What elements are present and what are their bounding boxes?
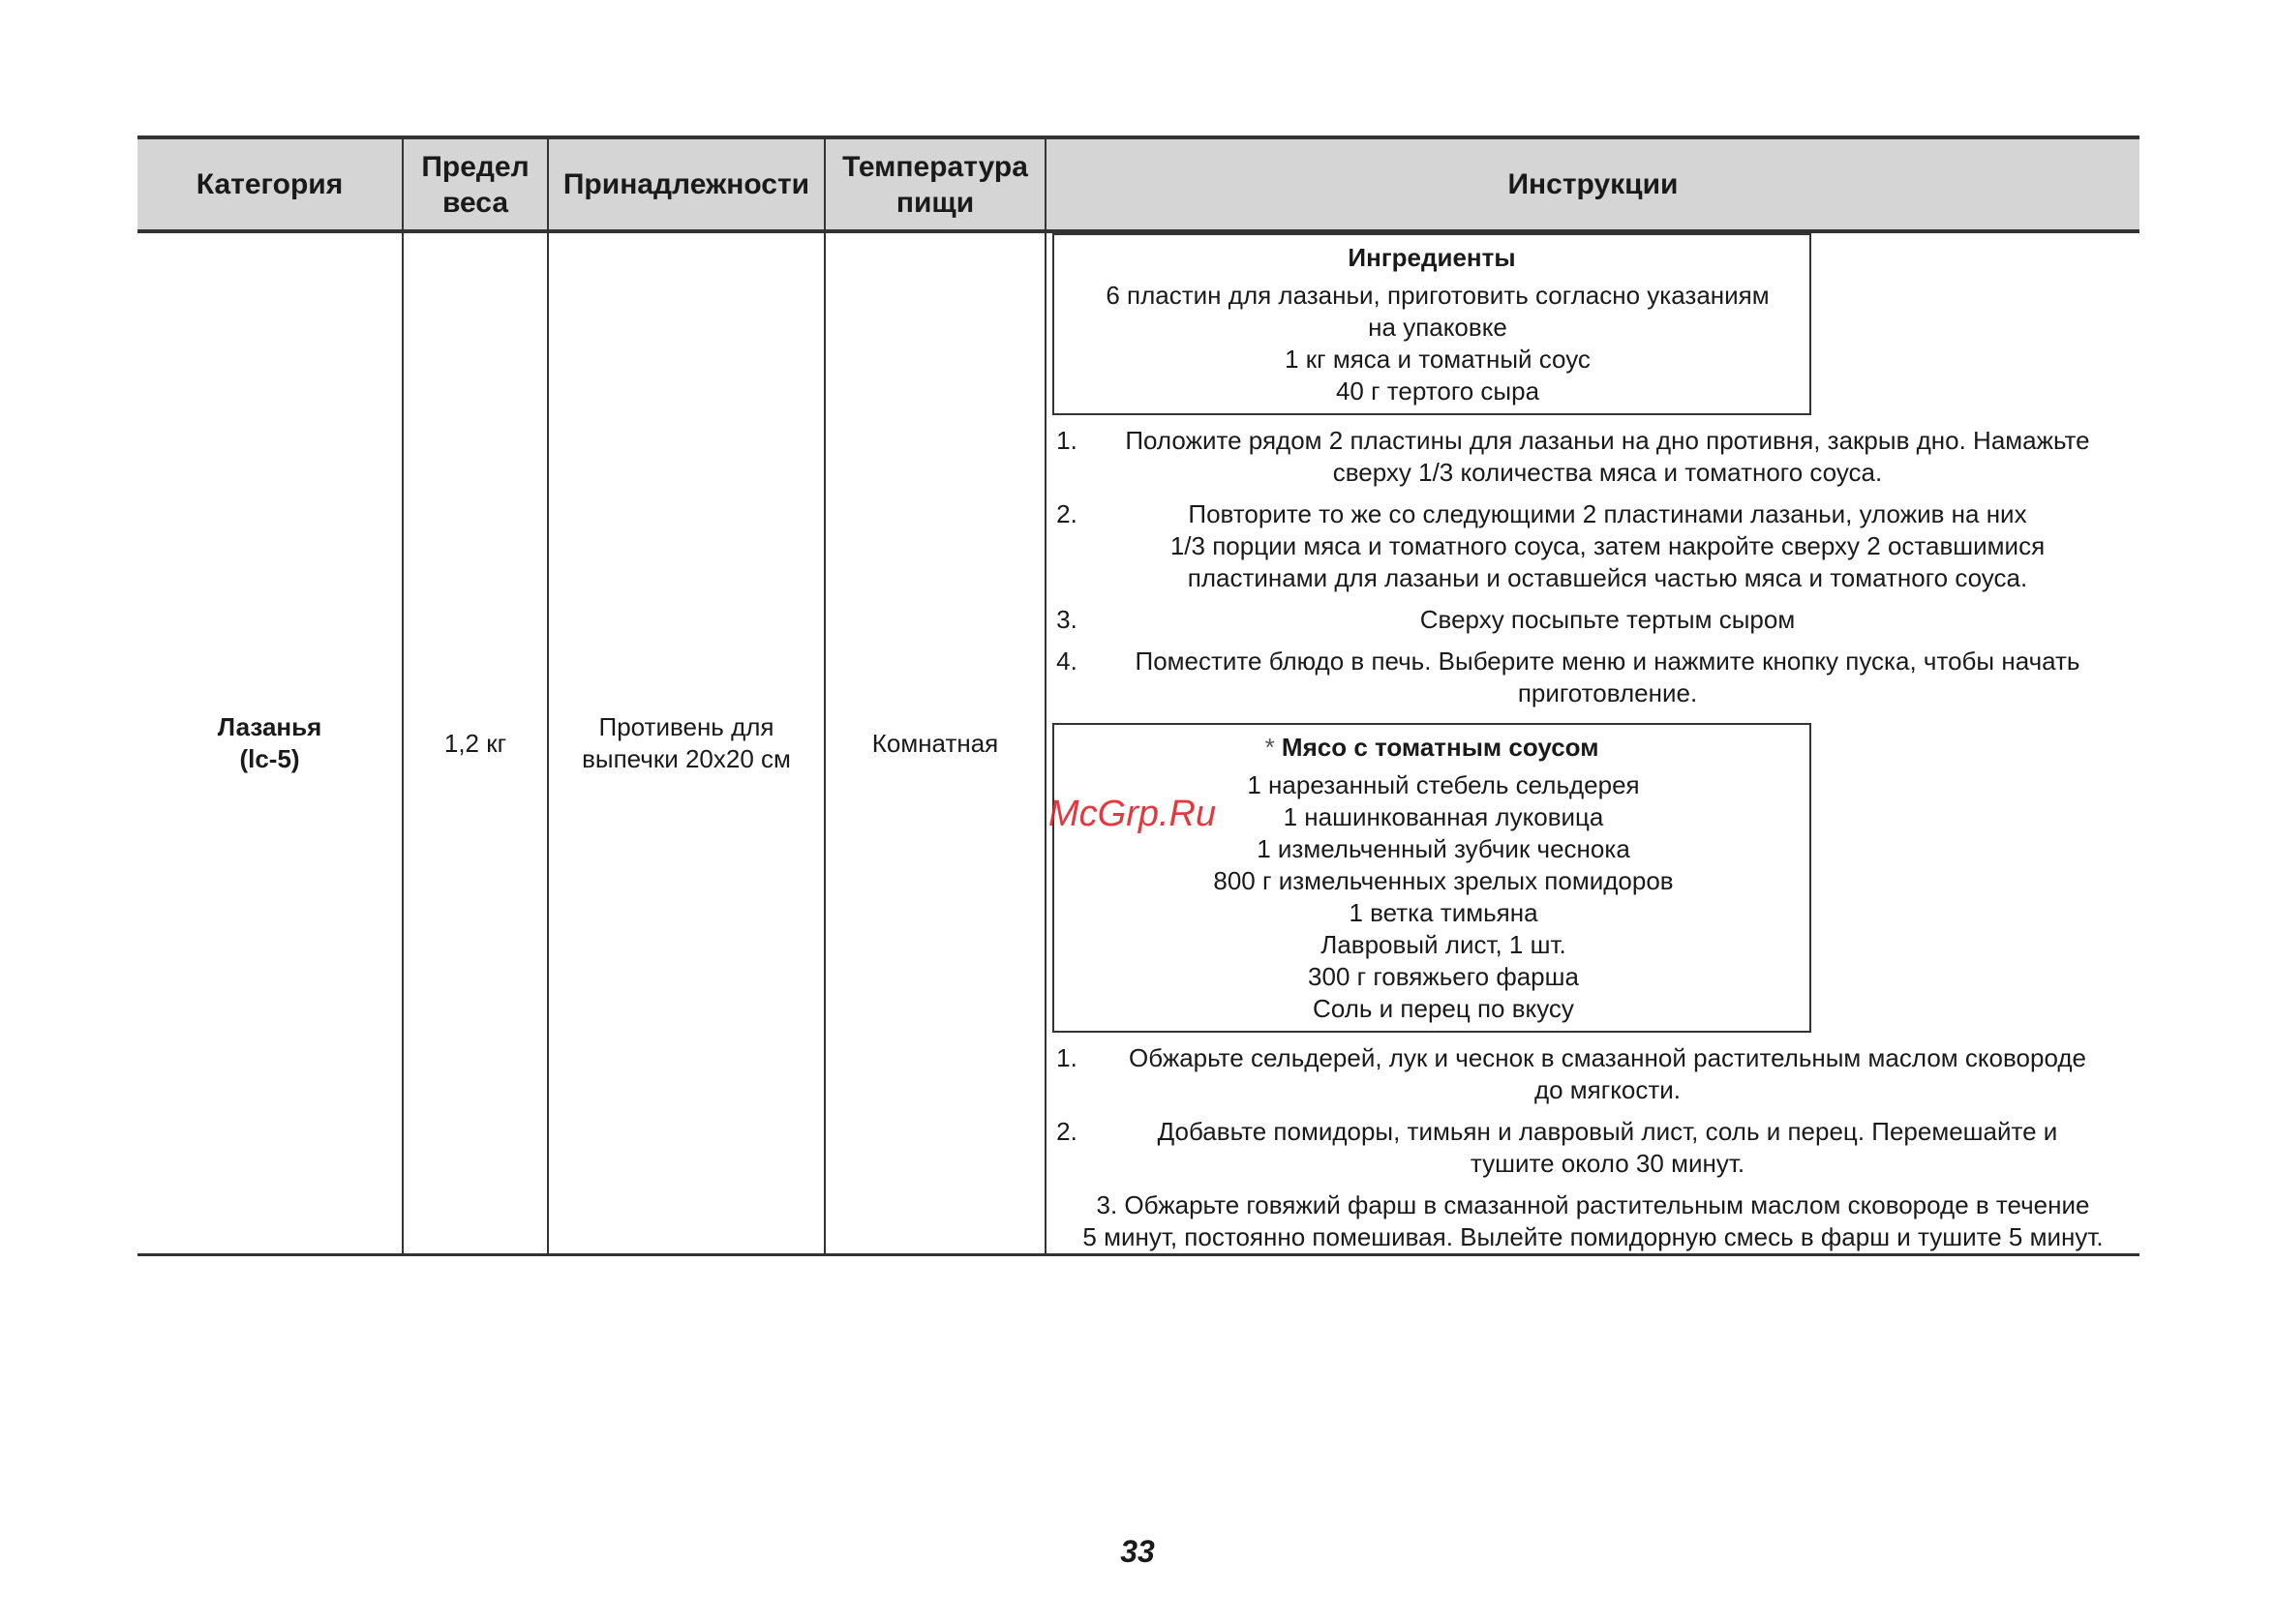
sauce-item: Соль и перец по вкусу [1313,994,1574,1023]
header-temperature: Температура пищи [825,137,1046,231]
recipe-table [137,135,2139,1256]
sauce-item: 1 измельченный зубчик чеснока [1257,834,1630,863]
sauce-step-item: 1. Обжарьте сельдерей, лук и чеснок в смазанной растительным маслом сковороде до мягкости. [1056,1043,2086,1104]
ingredient-item: 6 пластин для лазаньи, приготовить согласно указаниям [1106,281,1770,310]
header-accessories: Принадлежности [548,137,825,231]
ingredient-item: 1 кг мяса и томатный соус [1285,345,1591,374]
sauce-box [1052,723,1811,1033]
sauce-step-item: 3. Обжарьте говяжий фарш в смазанной растительным маслом сковороде в течение 5 минут, постоянно помешивая. Вылейте помидорную смесь в фарш и тушите 5 минут. [1082,1190,2104,1251]
step-item: 2. Повторите то же со следующими 2 пластинами лазаньи, уложив на них 1/3 порции мяса и томатного соуса, затем накройте сверху 2 оставшимися пластинами для лазаньи и оставшейся частью мяса и томатного соуса. [1056,499,2046,592]
header-weight: Предел веса [403,137,548,231]
ingredients-list [1064,276,1800,407]
sauce-item: 1 нарезанный стебель сельдерея [1247,770,1640,799]
sauce-item: Лавровый лист, 1 шт. [1320,930,1566,959]
cell-accessory: Противень для выпечки 20x20 см [548,231,825,1255]
step-item: 1. Положите рядом 2 пластины для лазаньи на дно противня, закрыв дно. Намажьте сверху 1/3 количества мяса и томатного соуса. [1056,426,2090,487]
cell-instructions [1046,231,2139,1255]
ingredients-box [1052,233,1811,415]
sauce-item: 800 г измельченных зрелых помидоров [1213,866,1674,895]
sauce-title: Мясо с томатным соусом [1281,733,1599,762]
table-row [137,231,2139,1255]
cell-temperature: Комнатная [825,231,1046,1255]
sauce-item: 300 г говяжьего фарша [1308,962,1579,991]
header-row [137,137,2139,231]
sauce-item: 1 нашинкованная луковица [1283,802,1604,831]
asterisk-mark: * [1264,733,1275,762]
page-number: 33 [1120,1534,1155,1569]
watermark: McGrp.Ru [1048,794,1217,834]
ingredients-title: Ингредиенты [1348,243,1516,272]
ingredient-item: 40 г тертого сыра [1335,376,1540,406]
header-category: Категория [137,137,403,231]
step-item: 4. Поместите блюдо в печь. Выберите меню и нажмите кнопку пуска, чтобы начать приготовление. [1056,647,2080,707]
cell-category: Лазанья (lc-5) [137,231,403,1255]
sauce-step-item: 2. Добавьте помидоры, тимьян и лавровый лист, соль и перец. Перемешайте и тушите около 30 минут. [1056,1117,2058,1178]
cell-weight: 1,2 кг [403,231,548,1255]
sauce-item: 1 ветка тимьяна [1349,898,1538,927]
header-instructions: Инструкции [1046,137,2139,231]
ingredient-item: на упаковке [1368,313,1507,342]
step-item: 3. Сверху посыпьте тертым сыром [1056,605,1796,634]
sauce-steps [1052,1042,2134,1253]
lasagna-steps [1052,425,2134,709]
